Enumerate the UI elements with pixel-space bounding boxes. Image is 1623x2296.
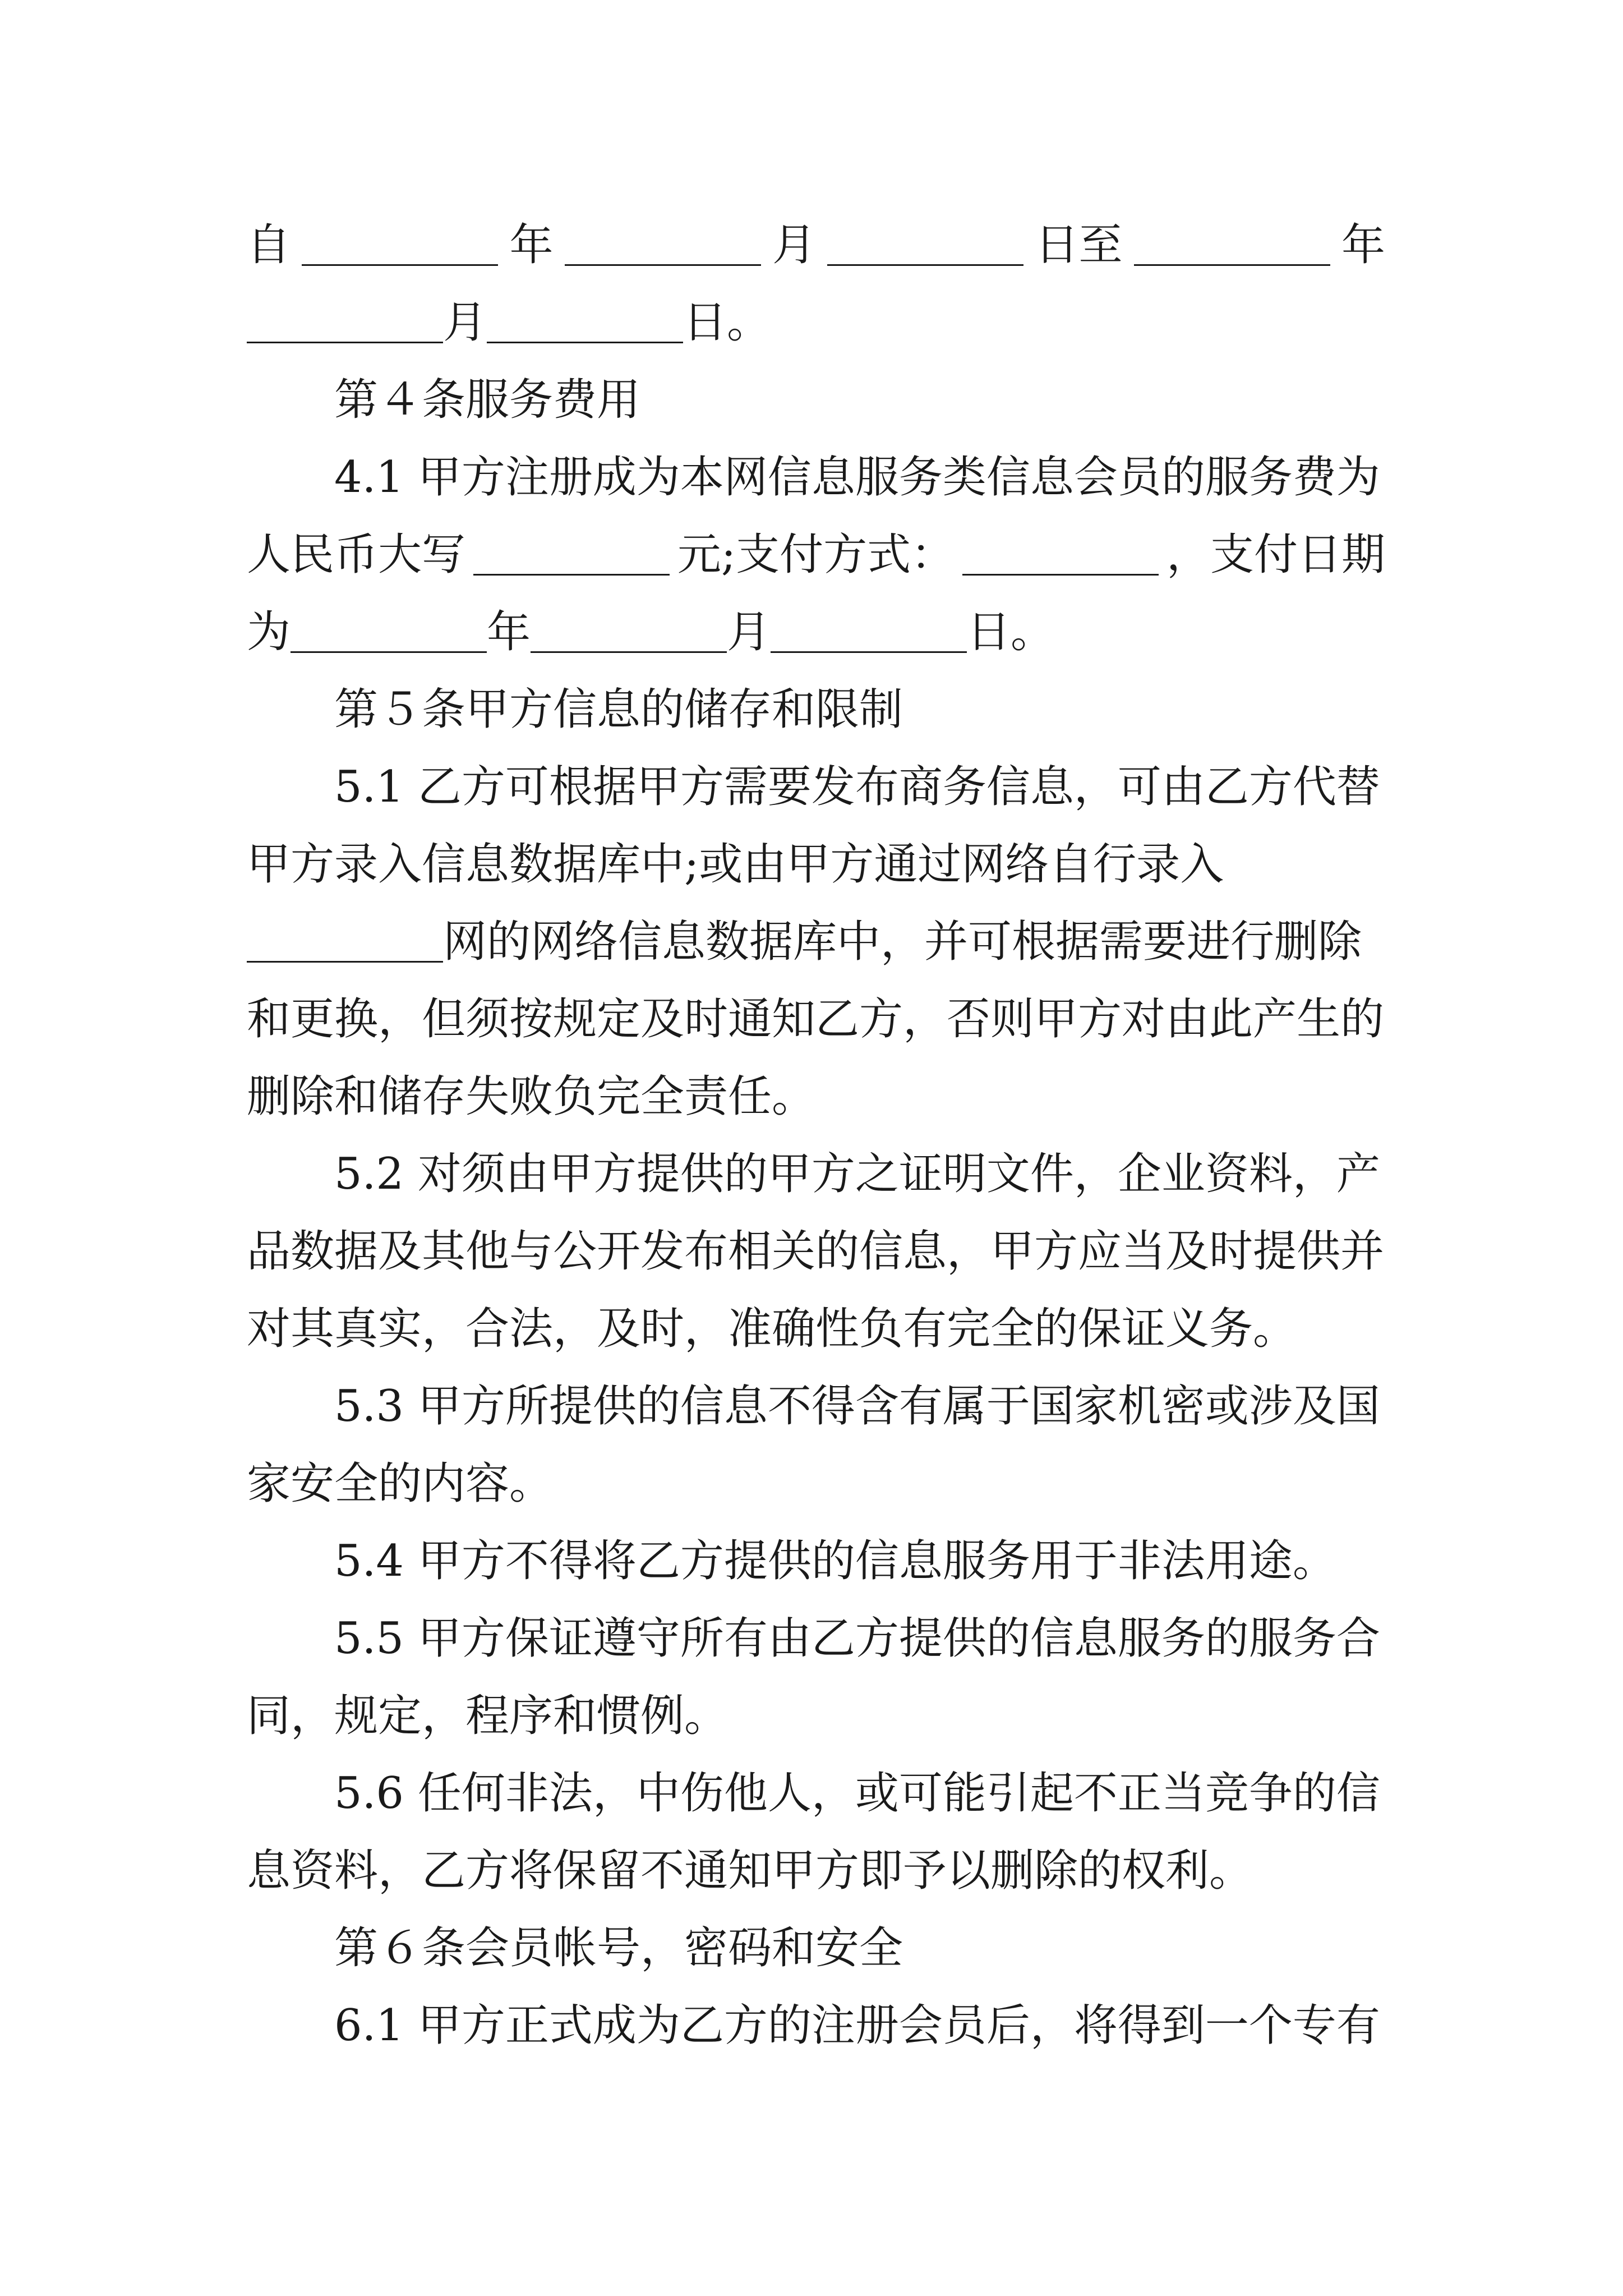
text-segment: 自 <box>247 220 291 270</box>
text-line: 家安全的内容。 <box>247 1458 554 1509</box>
fill-in-blank <box>473 539 670 576</box>
fill-in-blank <box>531 616 727 653</box>
text-line: 品数据及其他与公开发布相关的信息，甲方应当及时提供并 <box>247 1226 1385 1277</box>
fill-in-blank <box>771 616 967 653</box>
text-line <box>247 211 1385 279</box>
fill-in-blank <box>247 926 443 963</box>
text-segment: 日。 <box>683 297 771 348</box>
text-segment: 人民币大写 <box>247 530 466 580</box>
text-segment: 月 <box>727 607 771 657</box>
text-line <box>247 521 1385 588</box>
section-heading: 第６条会员帐号，密码和安全 <box>334 1923 903 1973</box>
text-line: 5.6 任何非法，中伤他人，或可能引起不正当竞争的信 <box>334 1768 1380 1819</box>
text-line: 5.3 甲方所提供的信息不得含有属于国家机密或涉及国 <box>334 1381 1380 1432</box>
text-segment: ，支付日期 <box>1166 530 1385 580</box>
text-segment: 年 <box>487 607 531 657</box>
text-line: 息资料，乙方将保留不通知甲方即予以删除的权利。 <box>247 1846 1253 1896</box>
text-line: 和更换，但须按规定及时通知乙方，否则甲方对由此产生的 <box>247 994 1385 1045</box>
text-line <box>247 908 1385 976</box>
text-line <box>247 289 1385 356</box>
text-line: 对其真实，合法，及时，准确性负有完全的保证义务。 <box>247 1304 1297 1354</box>
text-line: 删除和储存失败负完全责任。 <box>247 1071 816 1122</box>
fill-in-blank <box>827 229 1023 266</box>
text-segment: 月 <box>443 297 487 348</box>
fill-in-blank <box>302 229 498 266</box>
text-line: 4.1 甲方注册成为本网信息服务类信息会员的服务费为 <box>334 452 1380 503</box>
fill-in-blank <box>291 616 487 653</box>
text-line <box>247 599 1385 666</box>
text-segment: 日。 <box>967 607 1055 657</box>
section-heading: 第４条服务费用 <box>334 375 641 425</box>
text-segment: 年 <box>509 220 554 270</box>
text-line: 5.2 对须由甲方提供的甲方之证明文件，企业资料，产 <box>334 1149 1380 1199</box>
fill-in-blank <box>247 307 443 343</box>
text-line: 5.4 甲方不得将乙方提供的信息服务用于非法用途。 <box>334 1536 1336 1586</box>
section-heading: 第５条甲方信息的储存和限制 <box>334 684 903 735</box>
fill-in-blank <box>1134 229 1330 266</box>
text-line: 甲方录入信息数据库中;或由甲方通过网络自行录入 <box>247 839 1224 890</box>
text-line: 6.1 甲方正式成为乙方的注册会员后，将得到一个专有 <box>334 2000 1380 2051</box>
fill-in-blank <box>487 307 683 343</box>
text-line: 5.5 甲方保证遵守所有由乙方提供的信息服务的服务合 <box>334 1613 1380 1664</box>
text-segment: 网的网络信息数据库中，并可根据需要进行删除 <box>443 917 1362 967</box>
text-segment: 日至 <box>1035 220 1123 270</box>
fill-in-blank <box>962 539 1159 576</box>
text-line: 同，规定，程序和惯例。 <box>247 1691 728 1741</box>
text-segment: 元;支付方式： <box>677 530 955 580</box>
text-segment: 月 <box>772 220 816 270</box>
text-segment: 为 <box>247 607 291 657</box>
text-segment: 年 <box>1341 220 1385 270</box>
text-line: 5.1 乙方可根据甲方需要发布商务信息，可由乙方代替 <box>334 762 1380 812</box>
fill-in-blank <box>565 229 761 266</box>
